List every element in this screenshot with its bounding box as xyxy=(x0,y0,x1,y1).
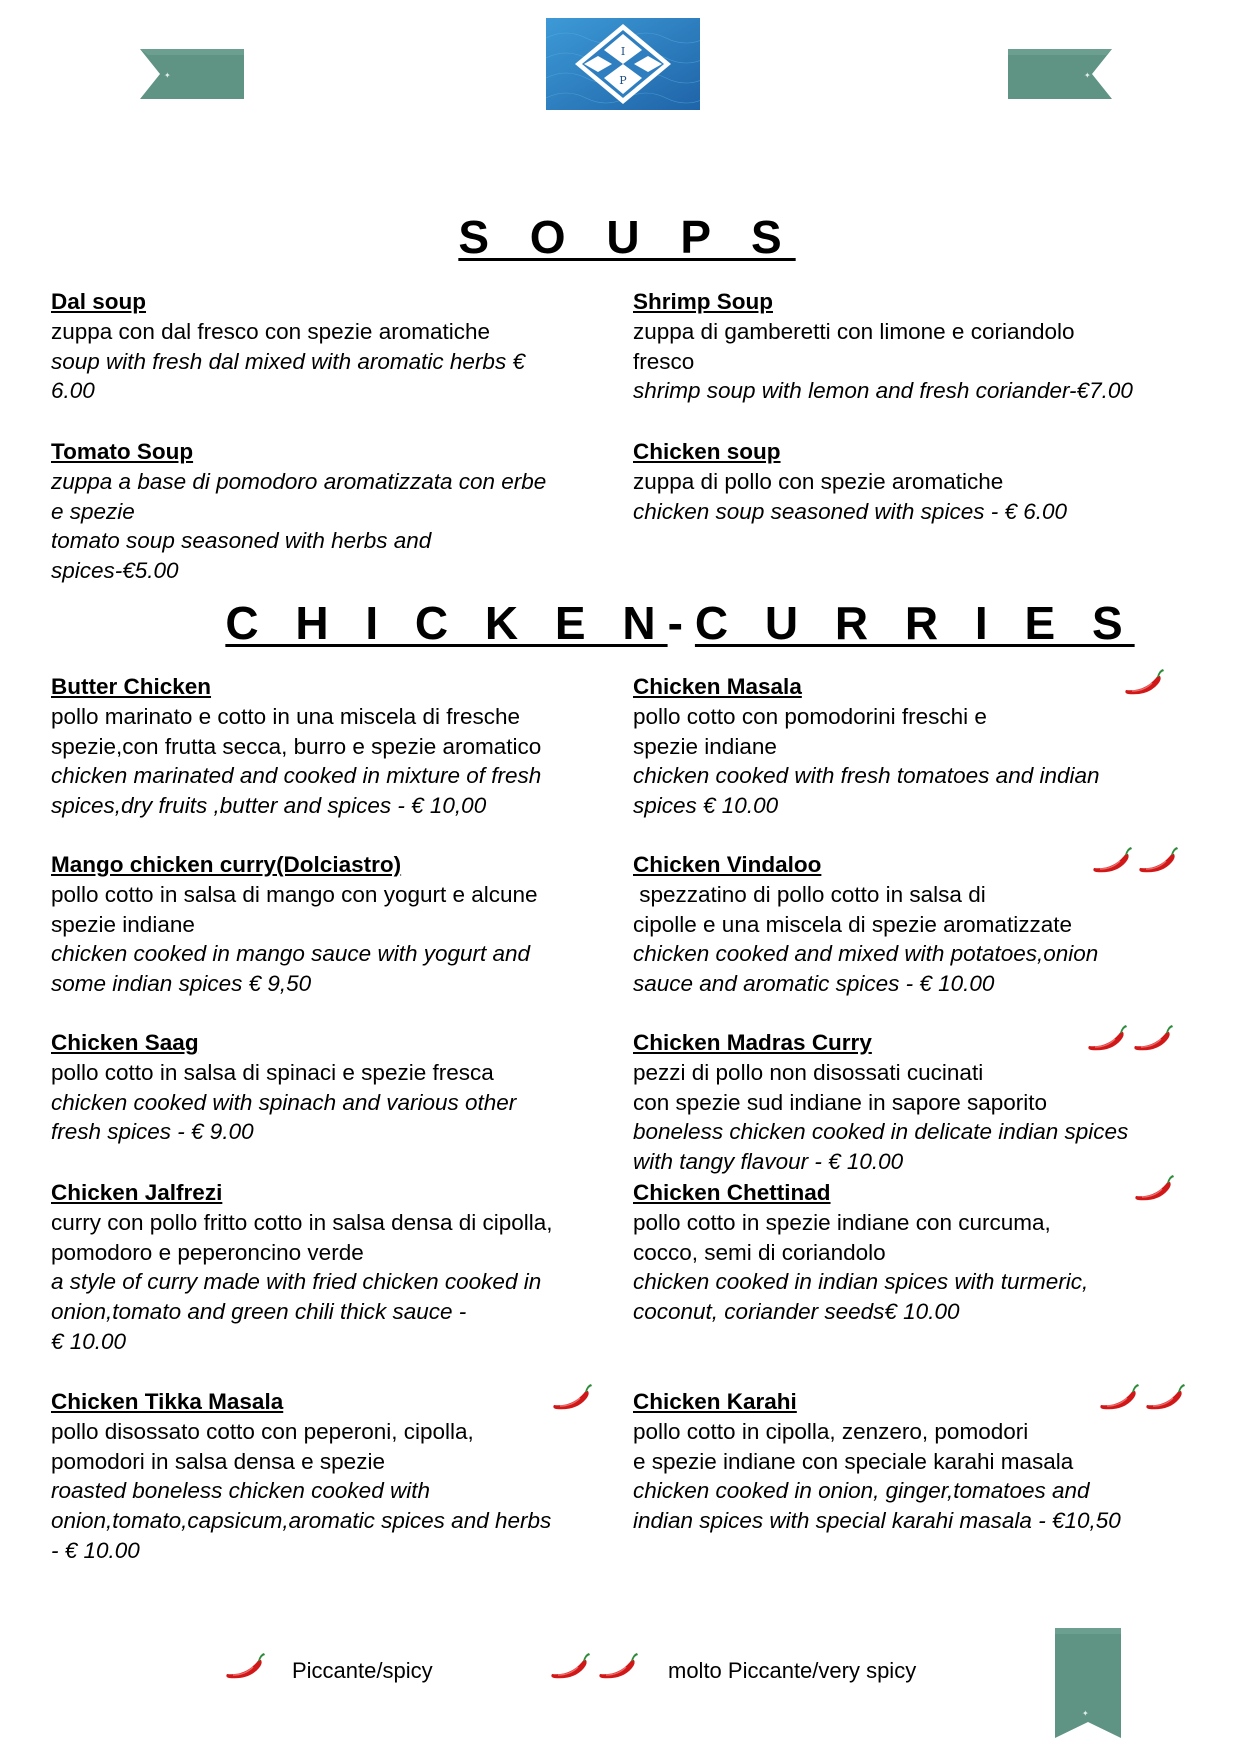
curries-heading-part-1: C H I C K E N xyxy=(225,597,668,649)
menu-item-name: Chicken Madras Curry xyxy=(633,1030,872,1055)
chili-pepper-icon xyxy=(548,1650,592,1680)
chili-pepper-icon xyxy=(223,1650,267,1680)
restaurant-logo xyxy=(546,18,700,110)
menu-item-description-it: spezie indiane xyxy=(51,911,195,937)
menu-item-description-en: boneless chicken cooked in delicate indian spices xyxy=(633,1119,1129,1145)
menu-item-description-it: pomodori in salsa densa e spezie xyxy=(51,1448,385,1474)
menu-item-name: Chicken Jalfrezi xyxy=(51,1180,223,1205)
spice-legend xyxy=(0,1650,1240,1690)
chili-pepper-icon xyxy=(1090,844,1134,874)
menu-item-description-it: pollo cotto in salsa di spinaci e spezie fresca xyxy=(51,1059,494,1085)
menu-item-description-en: sauce and aromatic spices - € 10.00 xyxy=(633,971,995,997)
menu-item-description-en: fresh spices - € 9.00 xyxy=(51,1119,254,1145)
menu-item-description-en: 6.00 xyxy=(51,378,95,404)
chili-pepper-icon xyxy=(550,1381,594,1411)
menu-item xyxy=(51,1387,611,1566)
menu-item-description-en: spices,dry fruits ,butter and spices - € 10,00 xyxy=(51,793,487,819)
menu-item-description-en: tomato soup seasoned with herbs and xyxy=(51,528,432,554)
menu-item-description-it: fresco xyxy=(633,348,695,374)
svg-text:✦: ✦ xyxy=(164,71,171,80)
menu-item-name: Dal soup xyxy=(51,289,147,314)
menu-item-description-en: chicken soup seasoned with spices - € 6.00 xyxy=(633,498,1068,524)
menu-item-description-en: zuppa a base di pomodoro aromatizzata con erbe xyxy=(51,468,547,494)
svg-text:✦: ✦ xyxy=(1084,71,1091,80)
menu-item-name: Chicken Saag xyxy=(51,1030,199,1055)
menu-item-description-it: cocco, semi di coriandolo xyxy=(633,1239,886,1265)
menu-item-description-it: pollo cotto in cipolla, zenzero, pomodori xyxy=(633,1418,1029,1444)
menu-item-description-en: some indian spices € 9,50 xyxy=(51,971,312,997)
menu-item-description-en: spices € 10.00 xyxy=(633,793,779,819)
chili-pepper-icon xyxy=(1143,1381,1187,1411)
menu-item-description-it: spezie indiane xyxy=(633,733,777,759)
chili-pepper-icon xyxy=(1136,844,1180,874)
chili-pepper-icon xyxy=(1131,1022,1175,1052)
menu-item xyxy=(51,1028,611,1147)
menu-item xyxy=(51,850,611,999)
menu-item-description-it: zuppa di gamberetti con limone e coriandolo xyxy=(633,318,1075,344)
ribbon-banner-bottom xyxy=(1055,1628,1121,1738)
menu-item xyxy=(51,437,611,586)
menu-item-description-it: pollo disossato cotto con peperoni, cipolla, xyxy=(51,1418,474,1444)
menu-item-description-en: chicken marinated and cooked in mixture of fresh xyxy=(51,763,542,789)
menu-item-description-en: chicken cooked in onion, ginger,tomatoes and xyxy=(633,1478,1090,1504)
menu-item xyxy=(633,1178,1193,1327)
menu-item-name: Tomato Soup xyxy=(51,439,194,464)
menu-item-description-it: pezzi di pollo non disossati cucinati xyxy=(633,1059,984,1085)
chili-pepper-icon xyxy=(596,1650,640,1680)
menu-item-description-it: spezzatino di pollo cotto in salsa di xyxy=(633,881,986,907)
legend-spicy-label: Piccante/spicy xyxy=(292,1658,433,1683)
menu-item-description-it: e spezie indiane con speciale karahi masala xyxy=(633,1448,1074,1474)
menu-item-description-en: chicken cooked and mixed with potatoes,onion xyxy=(633,941,1099,967)
menu-item-description-en: onion,tomato,capsicum,aromatic spices and herbs xyxy=(51,1508,552,1534)
menu-item xyxy=(51,1178,611,1357)
menu-item xyxy=(51,672,611,821)
chili-pepper-icon xyxy=(1097,1381,1141,1411)
menu-item xyxy=(633,672,1193,821)
logo-letter-i: I xyxy=(620,45,626,58)
ribbon-banner-right xyxy=(1008,49,1112,99)
chili-pepper-icon xyxy=(1132,1172,1176,1202)
curries-heading-dash: - xyxy=(667,597,695,649)
menu-item-description-en: a style of curry made with fried chicken cooked in xyxy=(51,1269,542,1295)
chicken-curries-heading xyxy=(0,596,1240,650)
soups-heading: S O U P S xyxy=(458,211,796,263)
menu-item xyxy=(633,287,1193,406)
menu-item-description-it: zuppa di pollo con spezie aromatiche xyxy=(633,468,1004,494)
legend-very-spicy-label: molto Piccante/very spicy xyxy=(668,1658,917,1683)
menu-item-name: Chicken Masala xyxy=(633,674,802,699)
menu-item-description-en: chicken cooked in mango sauce with yogurt and xyxy=(51,941,531,967)
chili-pepper-icon xyxy=(1122,666,1166,696)
menu-item-description-en: € 10.00 xyxy=(51,1328,127,1354)
menu-item-description-en: with tangy flavour - € 10.00 xyxy=(633,1149,904,1175)
menu-item-description-it: pollo marinato e cotto in una miscela di fresche xyxy=(51,703,520,729)
svg-text:✦: ✦ xyxy=(1082,1709,1089,1718)
chili-pepper-icon xyxy=(1085,1022,1129,1052)
menu-item-description-en: roasted boneless chicken cooked with xyxy=(51,1478,430,1504)
menu-item-description-en: shrimp soup with lemon and fresh coriander-€7.00 xyxy=(633,378,1133,404)
menu-item xyxy=(633,437,1193,526)
menu-item-description-it: cipolle e una miscela di spezie aromatizzate xyxy=(633,911,1072,937)
menu-item-description-it: zuppa con dal fresco con spezie aromatiche xyxy=(51,318,491,344)
menu-item-description-en: coconut, coriander seeds€ 10.00 xyxy=(633,1299,960,1325)
menu-item-description-en: indian spices with special karahi masala - €10,50 xyxy=(633,1508,1121,1534)
menu-item-description-it: con spezie sud indiane in sapore saporito xyxy=(633,1089,1048,1115)
menu-item-description-it: pollo cotto con pomodorini freschi e xyxy=(633,703,987,729)
menu-item-name: Mango chicken curry(Dolciastro) xyxy=(51,852,402,877)
curries-heading-part-2: C U R R I E S xyxy=(694,597,1135,649)
menu-item-description-en: - € 10.00 xyxy=(51,1537,140,1563)
menu-item-description-en: chicken cooked with spinach and various other xyxy=(51,1089,517,1115)
menu-item-description-en: soup with fresh dal mixed with aromatic herbs € xyxy=(51,348,525,374)
menu-item-description-it: curry con pollo fritto cotto in salsa densa di cipolla, xyxy=(51,1209,553,1235)
menu-item-name: Chicken soup xyxy=(633,439,781,464)
menu-item-name: Butter Chicken xyxy=(51,674,212,699)
menu-item-name: Chicken Vindaloo xyxy=(633,852,822,877)
menu-item-name: Shrimp Soup xyxy=(633,289,773,314)
menu-item-description-it: spezie,con frutta secca, burro e spezie aromatico xyxy=(51,733,542,759)
menu-item-description-en: spices-€5.00 xyxy=(51,558,179,584)
menu-item-description-it: pollo cotto in salsa di mango con yogurt e alcune xyxy=(51,881,538,907)
menu-item-description-en: chicken cooked with fresh tomatoes and indian xyxy=(633,763,1100,789)
menu-item-name: Chicken Chettinad xyxy=(633,1180,831,1205)
menu-item-description-it: pollo cotto in spezie indiane con curcuma, xyxy=(633,1209,1051,1235)
menu-item xyxy=(51,287,611,406)
ribbon-banner-left xyxy=(140,49,244,99)
menu-item-name: Chicken Karahi xyxy=(633,1389,797,1414)
logo-letter-p: P xyxy=(619,74,627,87)
menu-item-description-en: e spezie xyxy=(51,498,135,524)
menu-item-description-it: pomodoro e peperoncino verde xyxy=(51,1239,364,1265)
menu-item-description-en: chicken cooked in indian spices with turmeric, xyxy=(633,1269,1089,1295)
menu-item-description-en: onion,tomato and green chili thick sauce - xyxy=(51,1299,467,1325)
menu-item-name: Chicken Tikka Masala xyxy=(51,1389,284,1414)
